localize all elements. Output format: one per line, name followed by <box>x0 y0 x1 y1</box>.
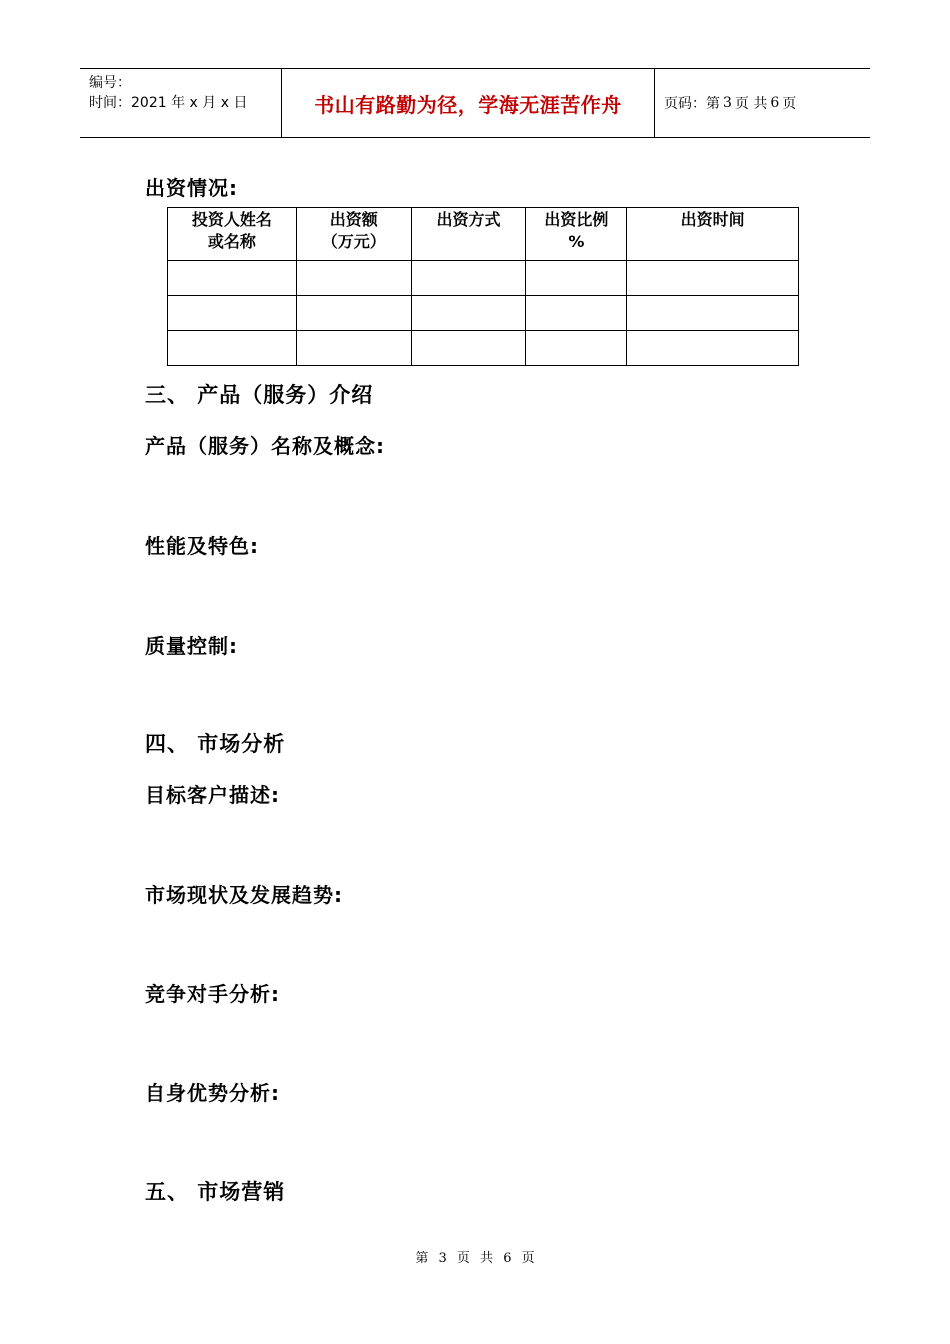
page-prefix: 页码：第 <box>664 96 720 112</box>
market-status-label: 市场现状及发展趋势: <box>145 883 343 907</box>
page-header <box>80 68 870 138</box>
table-cell[interactable] <box>627 296 799 331</box>
header-meta <box>89 73 247 113</box>
table-cell[interactable] <box>411 261 526 296</box>
marketing-heading: 五、 市场营销 <box>145 1180 286 1204</box>
header-ratio: 出资比例 % <box>526 208 627 261</box>
header-page-number <box>664 69 796 137</box>
header-method: 出资方式 <box>411 208 526 261</box>
header-investor: 投资人姓名 或名称 <box>168 208 297 261</box>
page-suffix: 页 <box>782 96 797 112</box>
performance-label: 性能及特色: <box>145 534 259 558</box>
table-row <box>168 331 799 366</box>
product-heading: 三、 产品（服务）介绍 <box>145 383 374 407</box>
table-cell[interactable] <box>526 296 627 331</box>
table-cell[interactable] <box>296 331 411 366</box>
header-time: 出资时间 <box>627 208 799 261</box>
table-cell[interactable] <box>296 296 411 331</box>
document-date: 时间：2021 年 x 月 x 日 <box>89 95 248 111</box>
quality-label: 质量控制: <box>145 634 238 658</box>
header-motto: 书山有路勤为径，学海无涯苦作舟 <box>314 92 622 117</box>
table-cell[interactable] <box>411 331 526 366</box>
market-heading: 四、 市场分析 <box>145 732 286 756</box>
table-cell[interactable] <box>168 331 297 366</box>
table-cell[interactable] <box>526 261 627 296</box>
table-cell[interactable] <box>526 331 627 366</box>
page-mid: 页 共 <box>734 96 768 112</box>
page-current: 3 <box>723 95 732 111</box>
advantage-label: 自身优势分析: <box>145 1081 280 1105</box>
table-cell[interactable] <box>627 331 799 366</box>
table-header-row <box>168 208 799 261</box>
table-cell[interactable] <box>411 296 526 331</box>
header-amount: 出资额 （万元） <box>296 208 411 261</box>
table-row <box>168 296 799 331</box>
document-number-label: 编号： <box>89 75 131 91</box>
page-footer: 第 3 页 共 6 页 <box>415 1251 535 1266</box>
capital-title: 出资情况: <box>145 176 238 200</box>
table-cell[interactable] <box>296 261 411 296</box>
table-cell[interactable] <box>627 261 799 296</box>
target-customer-label: 目标客户描述: <box>145 783 280 807</box>
competitor-label: 竞争对手分析: <box>145 982 280 1006</box>
header-divider-right <box>654 69 655 137</box>
page-total: 6 <box>770 95 780 111</box>
product-name-label: 产品（服务）名称及概念: <box>145 434 385 458</box>
investment-table <box>167 207 799 366</box>
table-cell[interactable] <box>168 296 297 331</box>
table-cell[interactable] <box>168 261 297 296</box>
table-row <box>168 261 799 296</box>
